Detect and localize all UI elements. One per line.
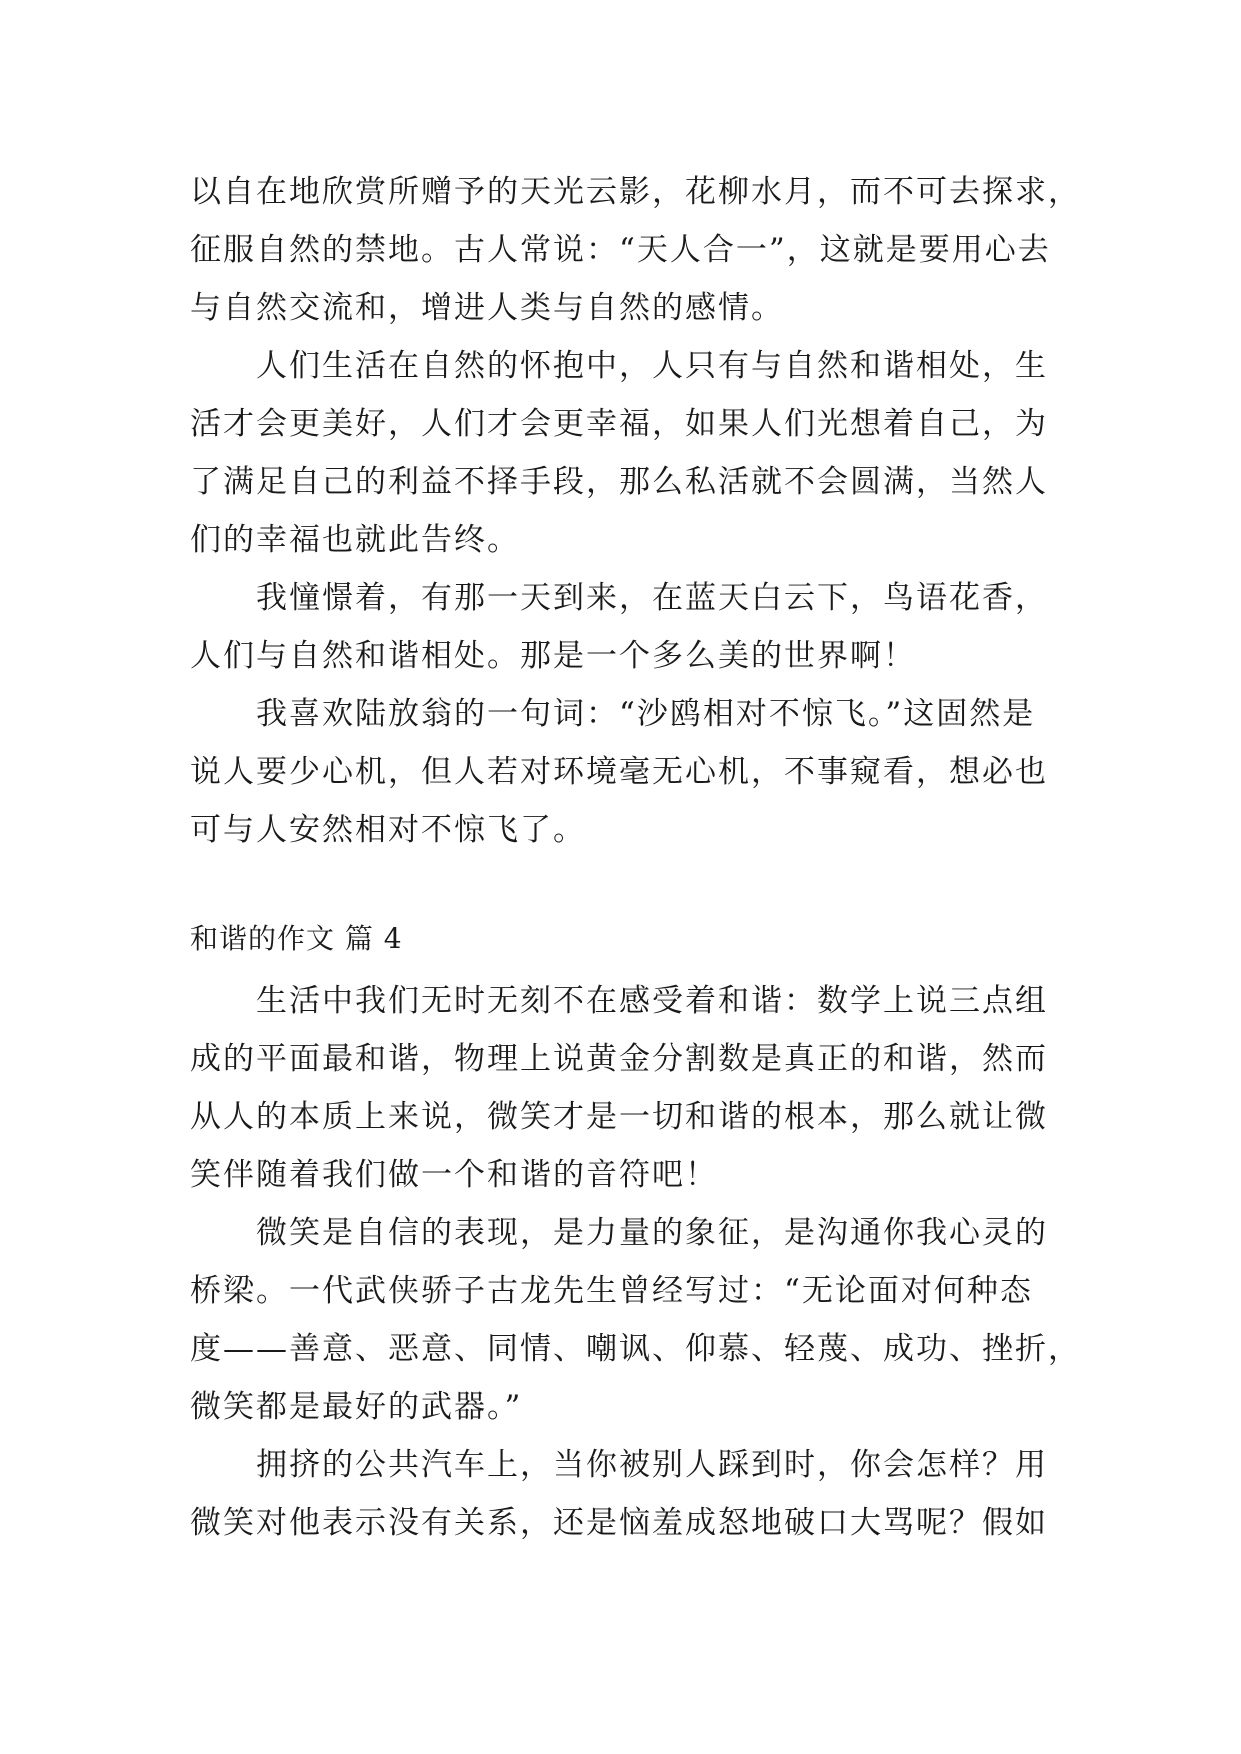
paragraph-line: 活才会更美好，人们才会更幸福，如果人们光想着自己，为 [190,406,1048,442]
paragraph-line: 与自然交流和，增进人类与自然的感情。 [190,290,784,326]
essay-body-bottom [190,972,1081,1552]
paragraph-line: 们的幸福也就此告终。 [190,522,520,558]
paragraph-line: 以自在地欣赏所赠予的天光云影，花柳水月，而不可去探求， [190,174,1081,210]
paragraph-line: 我憧憬着，有那一天到来，在蓝天白云下，鸟语花香， [256,580,1048,616]
paragraph-line: 征服自然的禁地。古人常说：“天人合一”，这就是要用心去 [190,232,1051,268]
paragraph-line: 成的平面最和谐，物理上说黄金分割数是真正的和谐，然而 [190,1041,1048,1077]
paragraph-line: 微笑都是最好的武器。” [190,1389,523,1425]
paragraph-line: 人们生活在自然的怀抱中，人只有与自然和谐相处，生 [256,348,1048,384]
paragraph-line: 我喜欢陆放翁的一句词：“沙鸥相对不惊飞。”这固然是 [256,696,1036,732]
paragraph-line: 说人要少心机，但人若对环境毫无心机，不事窥看，想必也 [190,754,1048,790]
essay-body-top [190,163,1081,859]
paragraph-line: 可与人安然相对不惊飞了。 [190,812,586,848]
paragraph-line: 拥挤的公共汽车上，当你被别人踩到时，你会怎样？用 [256,1447,1048,1483]
paragraph-line: 度——善意、恶意、同情、嘲讽、仰慕、轻蔑、成功、挫折， [190,1331,1081,1367]
paragraph-line: 微笑对他表示没有关系，还是恼羞成怒地破口大骂呢？假如 [190,1505,1048,1541]
paragraph-line: 人们与自然和谐相处。那是一个多么美的世界啊！ [190,638,916,674]
paragraph-line: 笑伴随着我们做一个和谐的音符吧！ [190,1157,718,1193]
paragraph-line: 微笑是自信的表现，是力量的象征，是沟通你我心灵的 [256,1215,1048,1251]
section-heading: 和谐的作文 篇 4 [190,922,403,955]
paragraph-line: 桥梁。一代武侠骄子古龙先生曾经写过：“无论面对何种态 [190,1273,1033,1309]
paragraph-line: 生活中我们无时无刻不在感受着和谐：数学上说三点组 [256,983,1048,1019]
paragraph-line: 了满足自己的利益不择手段，那么私活就不会圆满，当然人 [190,464,1048,500]
paragraph-line: 从人的本质上来说，微笑才是一切和谐的根本，那么就让微 [190,1099,1048,1135]
